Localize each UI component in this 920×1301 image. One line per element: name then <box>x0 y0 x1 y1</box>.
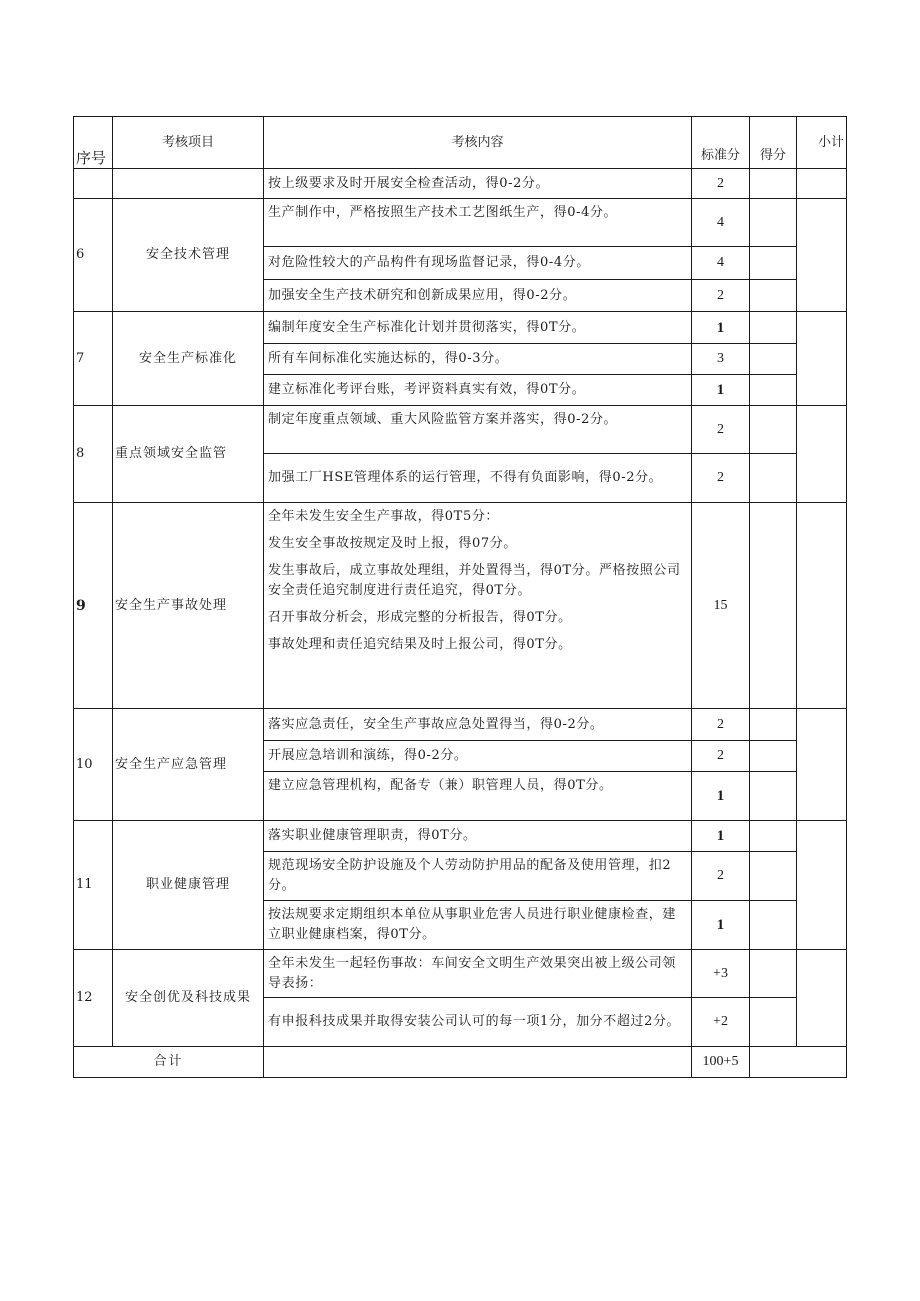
content-cell: 加强工厂HSE管理体系的运行管理，不得有负面影响，得0-2分。 <box>264 454 692 503</box>
subtotal-cell[interactable] <box>797 169 847 199</box>
score-input-cell[interactable] <box>750 852 797 901</box>
header-content: 考核内容 <box>264 117 692 169</box>
std-cell: 4 <box>692 199 750 247</box>
std-cell: 1 <box>692 901 750 950</box>
std-cell: 1 <box>692 821 750 852</box>
score-input-cell[interactable] <box>750 375 797 406</box>
seq-cell <box>74 169 113 199</box>
content-line: 召开事故分析会，形成完整的分析报告，得0T分。 <box>268 610 572 625</box>
table-row <box>74 406 847 454</box>
item-cell: 重点领域安全监管 <box>113 406 264 503</box>
header-std: 标准分 <box>692 117 750 169</box>
subtotal-cell[interactable] <box>797 709 847 821</box>
seq-cell: 9 <box>74 503 113 709</box>
header-row <box>74 117 847 169</box>
content-line: 全年未发生安全生产事故，得0T5分： <box>268 509 500 524</box>
content-cell: 规范现场安全防护设施及个人劳动防护用品的配备及使用管理，扣2分。 <box>264 852 692 901</box>
content-cell: 建立标准化考评台账，考评资料真实有效，得0T分。 <box>264 375 692 406</box>
std-cell: 4 <box>692 247 750 280</box>
subtotal-cell[interactable] <box>797 950 847 1047</box>
item-cell: 安全生产标准化 <box>113 312 264 406</box>
std-cell: 15 <box>692 503 750 709</box>
seq-cell: 12 <box>74 950 113 1047</box>
content-cell: 建立应急管理机构，配备专（兼）职管理人员，得0T分。 <box>264 772 692 821</box>
content-cell: 所有车间标准化实施达标的，得0-3分。 <box>264 344 692 375</box>
total-label: 合计 <box>74 1047 264 1078</box>
total-content-cell <box>264 1047 692 1078</box>
content-cell: 对危险性较大的产品构件有现场监督记录，得0-4分。 <box>264 247 692 280</box>
total-row <box>74 1047 847 1078</box>
std-cell: 2 <box>692 741 750 772</box>
seq-cell: 6 <box>74 199 113 312</box>
std-cell: 2 <box>692 454 750 503</box>
score-input-cell[interactable] <box>750 821 797 852</box>
item-cell: 安全创优及科技成果 <box>113 950 264 1047</box>
score-input-cell[interactable] <box>750 503 797 709</box>
assessment-table <box>73 116 847 1078</box>
header-subtotal: 小计 <box>797 117 847 169</box>
score-input-cell[interactable] <box>750 772 797 821</box>
std-cell: +3 <box>692 950 750 998</box>
item-cell: 安全生产事故处理 <box>113 503 264 709</box>
subtotal-cell[interactable] <box>797 199 847 312</box>
std-cell: 1 <box>692 375 750 406</box>
content-cell: 制定年度重点领域、重大风险监管方案并落实，得0-2分。 <box>264 406 692 454</box>
assessment-sheet <box>73 116 846 1078</box>
score-input-cell[interactable] <box>750 998 797 1047</box>
subtotal-cell[interactable] <box>797 406 847 503</box>
std-cell: 3 <box>692 344 750 375</box>
header-seq: 序号 <box>74 117 113 169</box>
subtotal-cell[interactable] <box>797 503 847 709</box>
content-cell: 按法规要求定期组织本单位从事职业危害人员进行职业健康检查，建立职业健康档案，得0T分。 <box>264 901 692 950</box>
score-input-cell[interactable] <box>750 344 797 375</box>
header-got: 得分 <box>750 117 797 169</box>
table-row <box>74 821 847 852</box>
std-cell: 2 <box>692 280 750 312</box>
seq-cell: 8 <box>74 406 113 503</box>
table-row <box>74 950 847 998</box>
table-row <box>74 503 847 709</box>
score-input-cell[interactable] <box>750 454 797 503</box>
score-input-cell[interactable] <box>750 312 797 344</box>
score-input-cell[interactable] <box>750 280 797 312</box>
std-cell: +2 <box>692 998 750 1047</box>
content-cell: 按上级要求及时开展安全检查活动，得0-2分。 <box>264 169 692 199</box>
table-row <box>74 169 847 199</box>
content-cell: 有申报科技成果并取得安装公司认可的每一项1分，加分不超过2分。 <box>264 998 692 1047</box>
content-line: 事故处理和责任追究结果及时上报公司，得0T分。 <box>268 637 572 652</box>
content-line: 发生安全事故按规定及时上报，得07分。 <box>268 536 517 551</box>
subtotal-cell[interactable] <box>797 312 847 406</box>
score-input-cell[interactable] <box>750 169 797 199</box>
std-cell: 2 <box>692 406 750 454</box>
table-row <box>74 199 847 247</box>
table-row <box>74 312 847 344</box>
score-input-cell[interactable] <box>750 406 797 454</box>
item-cell: 职业健康管理 <box>113 821 264 950</box>
score-input-cell[interactable] <box>750 199 797 247</box>
score-input-cell[interactable] <box>750 741 797 772</box>
total-std: 100+5 <box>692 1047 750 1078</box>
content-cell: 编制年度安全生产标准化计划并贯彻落实，得0T分。 <box>264 312 692 344</box>
header-item: 考核项目 <box>113 117 264 169</box>
item-cell <box>113 169 264 199</box>
table-row <box>74 709 847 741</box>
content-cell <box>264 503 692 709</box>
content-cell: 生产制作中，严格按照生产技术工艺图纸生产，得0-4分。 <box>264 199 692 247</box>
score-input-cell[interactable] <box>750 247 797 280</box>
seq-cell: 10 <box>74 709 113 821</box>
score-input-cell[interactable] <box>750 901 797 950</box>
item-cell: 安全生产应急管理 <box>113 709 264 821</box>
content-cell: 加强安全生产技术研究和创新成果应用，得0-2分。 <box>264 280 692 312</box>
content-cell: 落实职业健康管理职责，得0T分。 <box>264 821 692 852</box>
seq-cell: 11 <box>74 821 113 950</box>
score-input-cell[interactable] <box>750 709 797 741</box>
content-cell: 落实应急责任，安全生产事故应急处置得当，得0-2分。 <box>264 709 692 741</box>
content-cell: 开展应急培训和演练，得0-2分。 <box>264 741 692 772</box>
score-input-cell[interactable] <box>750 950 797 998</box>
subtotal-cell[interactable] <box>797 821 847 950</box>
item-cell: 安全技术管理 <box>113 199 264 312</box>
content-line: 发生事故后，成立事故处理组，并处置得当，得0T分。严格按照公司安全责任追究制度进行责任追究，得0T分。 <box>268 563 681 598</box>
std-cell: 1 <box>692 312 750 344</box>
seq-cell: 7 <box>74 312 113 406</box>
std-cell: 1 <box>692 772 750 821</box>
std-cell: 2 <box>692 169 750 199</box>
std-cell: 2 <box>692 709 750 741</box>
content-cell: 全年未发生一起轻伤事故：车间安全文明生产效果突出被上级公司领导表扬： <box>264 950 692 998</box>
total-score-cell[interactable] <box>750 1047 847 1078</box>
std-cell: 2 <box>692 852 750 901</box>
